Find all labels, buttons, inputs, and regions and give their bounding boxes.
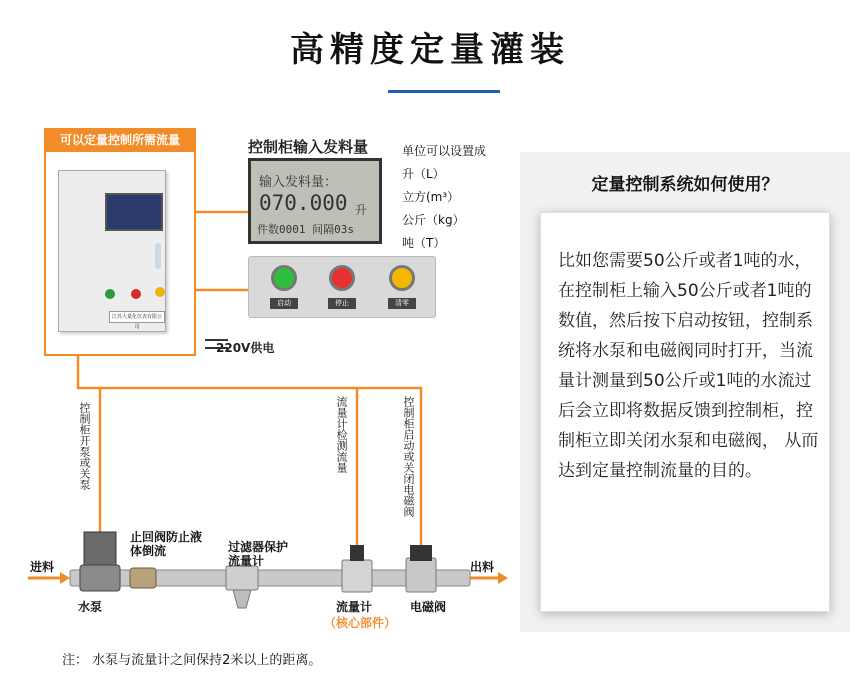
pump-label: 水泵 xyxy=(78,600,103,614)
cabinet-start-light xyxy=(105,289,115,299)
cabinet-stop-light xyxy=(131,289,141,299)
stop-button-label: 停止 xyxy=(328,298,356,309)
solenoid-body xyxy=(406,558,436,592)
cabinet-screen xyxy=(105,193,163,231)
reset-button[interactable] xyxy=(389,265,415,291)
control-cabinet xyxy=(58,170,166,332)
outlet-label: 出料 xyxy=(470,560,495,574)
start-button[interactable] xyxy=(271,265,297,291)
lcd-line3: 件数0001 间隔03s xyxy=(257,223,354,236)
check-valve-label: 止回阀防止液体倒流 xyxy=(130,530,203,558)
inlet-label: 进料 xyxy=(30,560,55,574)
solenoid-label: 电磁阀 xyxy=(410,600,447,614)
footer-note: 注： 水泵与流量计之间保持2米以上的距离。 xyxy=(62,653,322,668)
stop-button[interactable] xyxy=(329,265,355,291)
unit-notes xyxy=(402,140,512,255)
lcd-unit: 升 xyxy=(355,203,368,217)
check-valve-body xyxy=(130,568,156,588)
page-title: 高精度定量灌装 xyxy=(290,30,570,70)
cabinet-caption: 可以定量控制所需流量 xyxy=(44,128,196,152)
unit-note: 公斤（kg） xyxy=(402,213,465,227)
pump-body xyxy=(84,532,116,570)
unit-note: 单位可以设置成 xyxy=(402,144,487,158)
lcd-value: 070.000 xyxy=(259,191,348,215)
flowmeter-signal-label: 流量计检测流量 xyxy=(335,396,348,473)
unit-note: 吨（T） xyxy=(402,236,446,250)
flowmeter-body xyxy=(342,560,372,592)
flowmeter-label: 流量计 xyxy=(336,600,373,614)
button-panel xyxy=(248,256,436,318)
unit-note: 升（L） xyxy=(402,167,445,181)
core-part-label: （核心部件） xyxy=(324,616,397,630)
lcd-line1: 输入发料量： xyxy=(259,175,338,190)
unit-note: 立方(m³） xyxy=(402,190,460,204)
cabinet-nameplate: 江苏大量化仪表有限公司 xyxy=(109,311,165,323)
cabinet-reset-light xyxy=(155,287,165,297)
faq-question: 定量控制系统如何使用？ xyxy=(591,175,779,195)
pump-signal-label: 控制柜开泵或关泵 xyxy=(78,402,91,490)
filter-label: 过滤器保护流量计 xyxy=(228,540,289,568)
cabinet-handle xyxy=(155,243,161,269)
start-button-label: 启动 xyxy=(270,298,298,309)
valve-signal-line xyxy=(78,356,421,545)
faq-answer: 比如您需要50公斤或者1吨的水，在控制柜上输入50公斤或者1吨的数值，然后按下启动按钮，控制系统将水泵和电磁阀同时打开，当流量计测量到50公斤或1吨的水流过后会立即将数据反馈到控制柜，控制柜立即关闭水泵和电磁阀， 从而达到定量控制流量的目的。 xyxy=(558,251,819,481)
lcd-title: 控制柜输入发料量 xyxy=(248,138,369,156)
power-label: 220V供电 xyxy=(216,341,275,355)
lcd-display xyxy=(248,158,382,244)
valve-signal-label: 控制柜启动或关闭电磁阀 xyxy=(402,396,415,517)
reset-button-label: 清零 xyxy=(388,298,416,309)
